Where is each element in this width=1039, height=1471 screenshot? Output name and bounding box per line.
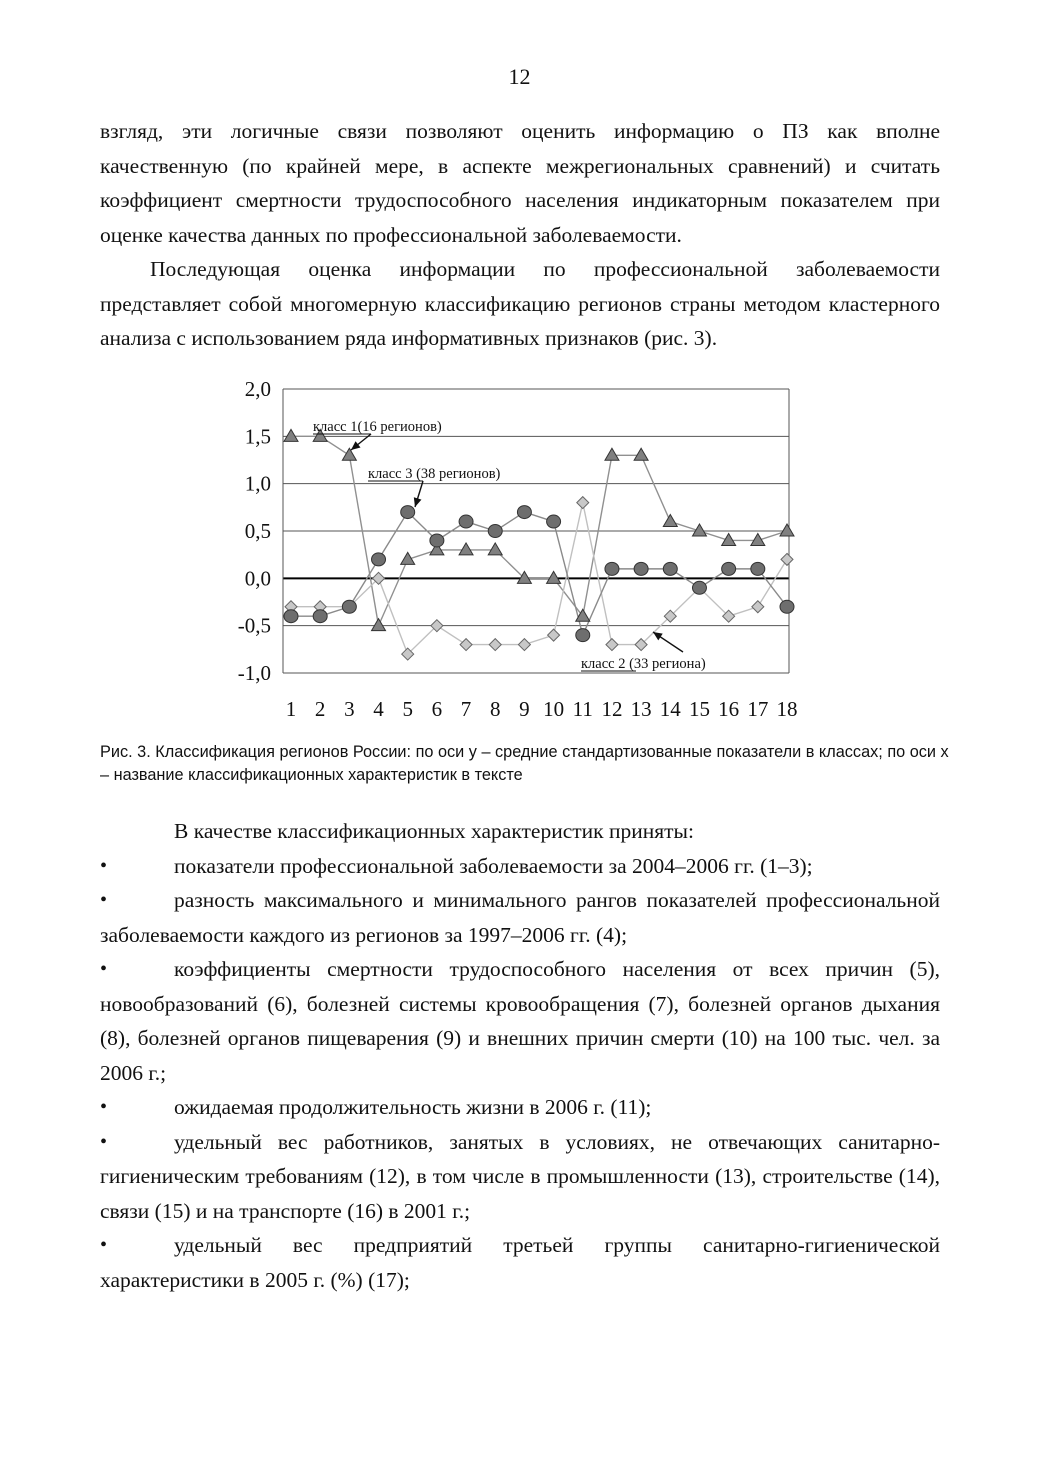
arrowhead-icon xyxy=(414,497,422,507)
data-point xyxy=(548,629,560,641)
chart-svg xyxy=(225,372,805,732)
data-point xyxy=(489,639,501,651)
data-point xyxy=(517,506,531,519)
list-item xyxy=(100,1228,940,1297)
characteristics-list xyxy=(100,814,940,1297)
list-item-text: ожидаемая продолжительность жизни в 2006 г. (11); xyxy=(174,1095,652,1119)
x-tick-label: 4 xyxy=(373,697,384,721)
list-item xyxy=(100,952,940,1090)
x-tick-label: 11 xyxy=(572,697,593,721)
data-point xyxy=(692,581,706,594)
data-point xyxy=(663,562,677,575)
data-point xyxy=(780,600,794,613)
data-point xyxy=(284,429,298,441)
x-tick-label: 15 xyxy=(688,697,710,721)
data-point xyxy=(780,524,794,536)
data-point xyxy=(430,534,444,547)
paragraph-2: Последующая оценка информации по профессиональной заболеваемости представляет собой многомерную классификацию регионов страны методом кластерного анализа с использованием ряда информативных признаков (рис. 3). xyxy=(100,257,940,350)
figure-caption: Рис. 3. Классификация регионов России: по оси y – средние стандартизованные показатели в классах; по оси x – название классификационных характеристик в тексте xyxy=(100,743,949,784)
list-item-text: разность максимального и минимального рангов показателей профессиональной заболеваемости каждого из регионов за 1997–2006 гг. (4); xyxy=(100,888,940,947)
y-tick-label: -0,5 xyxy=(237,613,271,638)
x-tick-label: 2 xyxy=(314,697,326,721)
x-tick-label: 9 xyxy=(519,697,530,721)
list-item xyxy=(100,1125,940,1229)
bullet-icon: • xyxy=(100,1130,108,1153)
data-point xyxy=(518,639,530,651)
data-point xyxy=(606,639,618,651)
annotation-class-3: класс 3 (38 регионов) xyxy=(368,466,501,482)
data-point xyxy=(547,571,561,583)
list-item xyxy=(100,1090,940,1125)
y-tick-label: 1,5 xyxy=(244,424,271,449)
data-point xyxy=(605,448,619,460)
x-tick-label: 10 xyxy=(543,697,565,721)
arrowhead-icon xyxy=(351,441,361,450)
data-point xyxy=(459,543,473,555)
data-point xyxy=(488,525,502,538)
figure-3-chart xyxy=(225,372,805,732)
data-point xyxy=(576,629,590,642)
data-point xyxy=(752,601,764,613)
page-number: 12 xyxy=(508,64,531,89)
x-tick-label: 18 xyxy=(776,697,798,721)
data-point xyxy=(663,515,677,527)
x-tick-label: 12 xyxy=(601,697,623,721)
paragraph-1: взгляд, эти логичные связи позволяют оценить информацию о ПЗ как вполне качественную (по крайней мере, в аспекте межрегиональных сравнений) и считать коэффициент смертности трудоспособного населения индикаторным показателем при оценке качества данных по профессиональной заболеваемости. xyxy=(100,119,940,247)
data-point xyxy=(372,553,386,566)
y-tick-label: -1,0 xyxy=(237,661,271,685)
x-tick-label: 1 xyxy=(285,697,297,721)
list-item xyxy=(100,849,940,884)
data-point xyxy=(751,562,765,575)
x-tick-label: 14 xyxy=(659,697,681,721)
x-tick-label: 6 xyxy=(431,697,443,721)
data-point xyxy=(460,639,472,651)
data-point xyxy=(577,497,589,509)
data-point xyxy=(372,619,386,631)
bullet-icon: • xyxy=(100,958,108,980)
data-point xyxy=(401,506,415,519)
bullet-icon: • xyxy=(100,1096,108,1118)
data-point xyxy=(634,448,648,460)
bullet-icon: • xyxy=(100,854,108,877)
x-tick-label: 5 xyxy=(402,697,413,721)
data-point xyxy=(634,562,648,575)
data-point xyxy=(342,448,356,460)
y-tick-label: 2,0 xyxy=(244,377,271,401)
list-item-text: коэффициенты смертности трудоспособного населения от всех причин (5), новообразований (6), болезней системы кровообращения (7), болезней органов дыхания (8), болезней органов пищеварения (9) и внешних причин смерти (10) на 100 тыс. чел. за 2006 г.; xyxy=(100,957,940,1085)
x-tick-label: 16 xyxy=(718,697,740,721)
data-point xyxy=(313,610,327,623)
y-tick-label: 0,5 xyxy=(244,519,271,543)
data-point xyxy=(781,553,793,565)
list-item-text: показатели профессиональной заболеваемости за 2004–2006 гг. (1–3); xyxy=(174,853,813,878)
list-item-text: удельный вес работников, занятых в условиях, не отвечающих санитарно-гигиеническим требованиям (12), в том числе в промышленности (13), строительстве (14), связи (15) и на транспорте (16) в 2001 г.; xyxy=(100,1129,940,1223)
data-point xyxy=(459,515,473,528)
data-point xyxy=(605,562,619,575)
data-point xyxy=(488,543,502,555)
data-point xyxy=(722,562,736,575)
arrowhead-icon xyxy=(653,632,663,640)
list-intro: В качестве классификационных характеристик приняты: xyxy=(174,819,694,843)
x-tick-label: 7 xyxy=(460,697,472,721)
y-tick-label: 1,0 xyxy=(244,471,271,496)
data-point xyxy=(342,600,356,613)
x-tick-label: 17 xyxy=(747,697,769,721)
x-tick-label: 8 xyxy=(489,697,501,721)
data-point xyxy=(284,610,298,623)
list-item-text: удельный вес предприятий третьей группы санитарно-гигиенической характеристики в 2005 г. (%) (17); xyxy=(100,1233,940,1292)
list-item xyxy=(100,883,940,952)
annotation-class-1: класс 1(16 регионов) xyxy=(313,419,442,435)
data-point xyxy=(547,515,561,528)
x-tick-label: 3 xyxy=(344,697,355,721)
x-tick-label: 13 xyxy=(630,697,652,721)
annotation-class-2: класс 2 (33 региона) xyxy=(581,656,706,672)
bullet-icon: • xyxy=(100,1234,108,1256)
y-tick-label: 0,0 xyxy=(244,566,271,591)
bullet-icon: • xyxy=(100,889,108,911)
